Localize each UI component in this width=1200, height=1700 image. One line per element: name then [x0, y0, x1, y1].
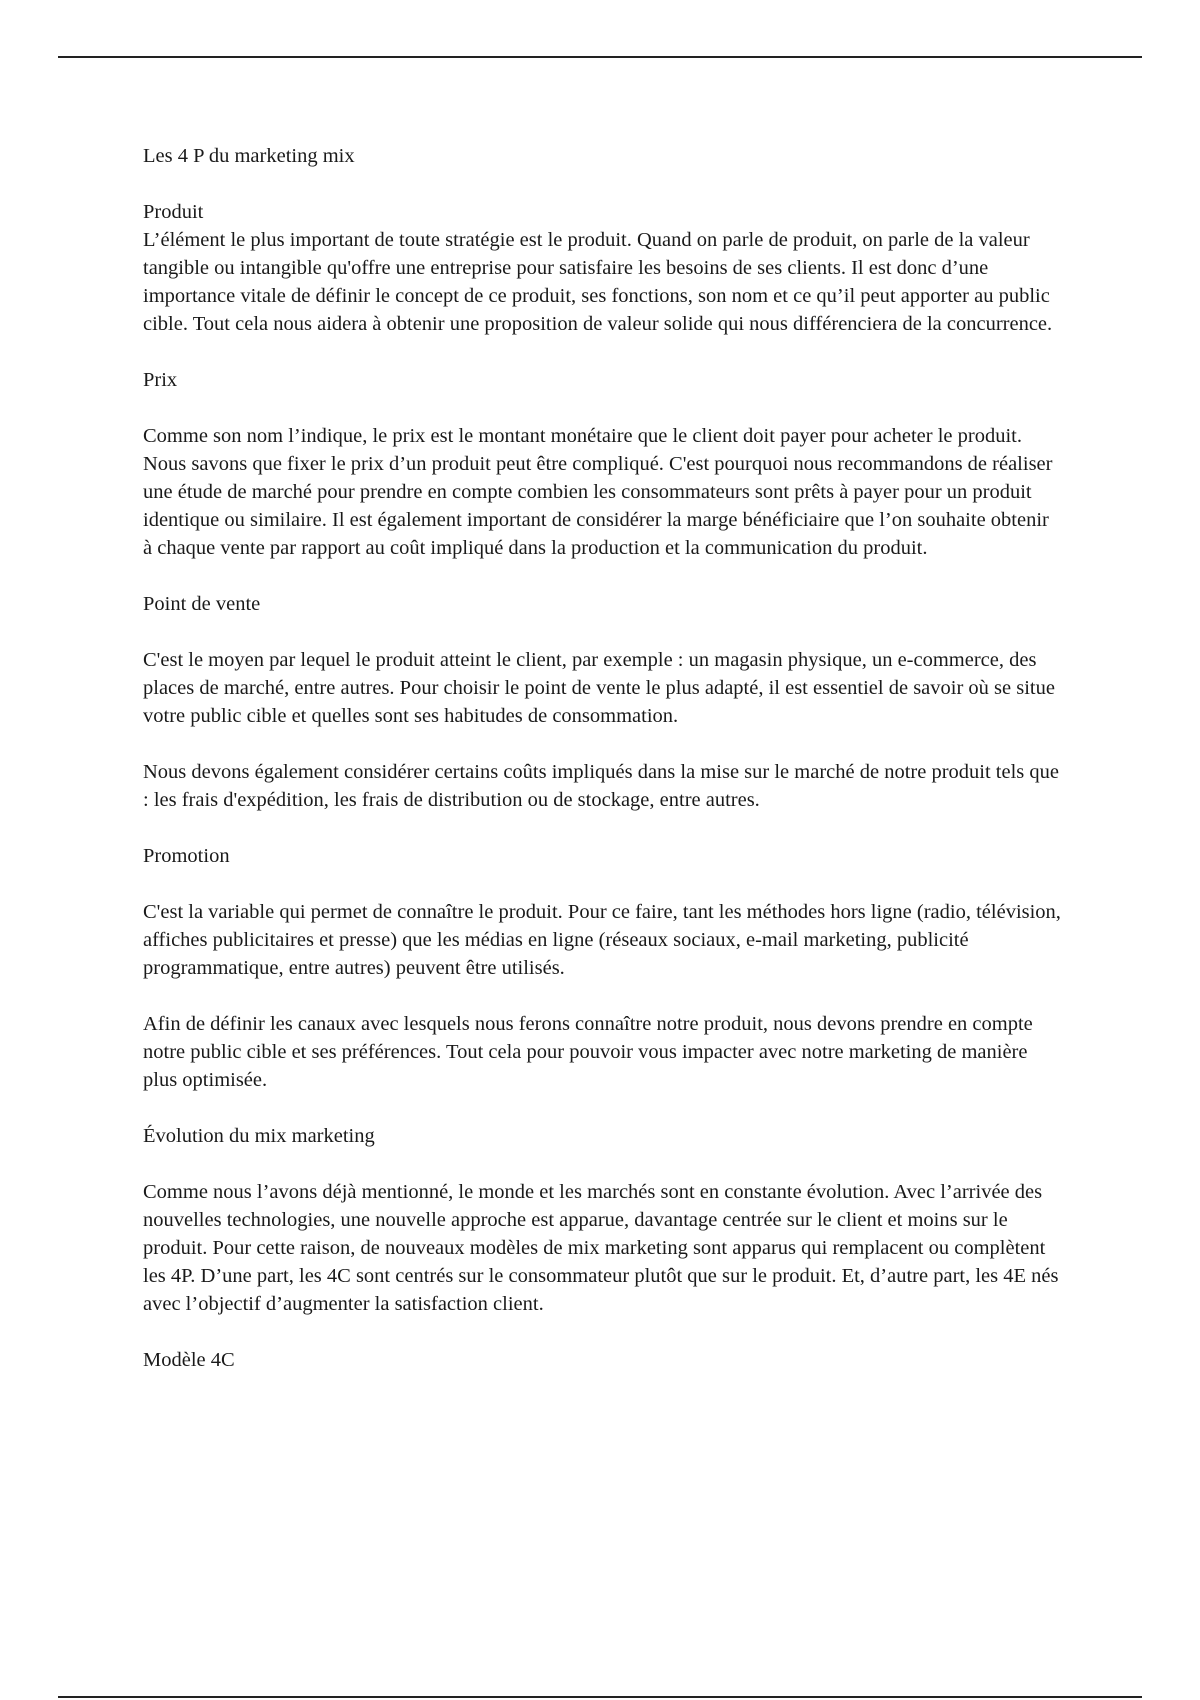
bottom-rule: [58, 1696, 1142, 1698]
section-paragraph: Afin de définir les canaux avec lesquels nous ferons connaître notre produit, nous devons prendre en compte notre public cible et ses préférences. Tout cela pour pouvoir vous impacter avec notre marketing de manière plus optimisée.: [143, 1013, 1033, 1091]
section-heading-modele-4c: Modèle 4C: [143, 1349, 235, 1371]
section-heading-evolution: Évolution du mix marketing: [143, 1125, 375, 1147]
section-heading-produit: Produit: [143, 201, 204, 223]
section-heading-promotion: Promotion: [143, 845, 230, 867]
section-heading-point-de-vente: Point de vente: [143, 593, 261, 615]
section-paragraph: Comme nous l’avons déjà mentionné, le monde et les marchés sont en constante évolution. Avec l’arrivée des nouvelles technologies, une nouvelle approche est apparue, davantage centrée sur le client et moins sur le produit. Pour cette raison, de nouveaux modèles de mix marketing sont apparus qui remplacent ou complètent les 4P. D’une part, les 4C sont centrés sur le consommateur plutôt que sur le produit. Et, d’autre part, les 4E nés avec l’objectif d’augmenter la satisfaction client.: [143, 1181, 1059, 1315]
section-heading-prix: Prix: [143, 369, 178, 391]
section-paragraph: Comme son nom l’indique, le prix est le montant monétaire que le client doit payer pour acheter le produit. Nous savons que fixer le prix d’un produit peut être compliqué. C'est pourquoi nous recommandons de réaliser une étude de marché pour prendre en compte combien les consommateurs sont prêts à payer pour un produit identique ou similaire. Il est également important de considérer la marge bénéficiaire que l’on souhaite obtenir à chaque vente par rapport au coût impliqué dans la production et la communication du produit.: [143, 425, 1053, 559]
document-body: [143, 142, 1063, 1402]
section-paragraph: Nous devons également considérer certains coûts impliqués dans la mise sur le marché de notre produit tels que : les frais d'expédition, les frais de distribution ou de stockage, entre autres.: [143, 761, 1059, 811]
section-paragraph: C'est la variable qui permet de connaître le produit. Pour ce faire, tant les méthodes hors ligne (radio, télévision, affiches publicitaires et presse) que les médias en ligne (réseaux sociaux, e-mail marketing, publicité programmatique, entre autres) peuvent être utilisés.: [143, 901, 1061, 979]
document-title: Les 4 P du marketing mix: [143, 145, 355, 167]
section-paragraph: C'est le moyen par lequel le produit atteint le client, par exemple : un magasin physique, un e-commerce, des places de marché, entre autres. Pour choisir le point de vente le plus adapté, il est essentiel de savoir où se situe votre public cible et quelles sont ses habitudes de consommation.: [143, 649, 1055, 727]
top-rule: [58, 56, 1142, 58]
section-paragraph: L’élément le plus important de toute stratégie est le produit. Quand on parle de produit, on parle de la valeur tangible ou intangible qu'offre une entreprise pour satisfaire les besoins de ses clients. Il est donc d’une importance vitale de définir le concept de ce produit, ses fonctions, son nom et ce qu’il peut apporter au public cible. Tout cela nous aidera à obtenir une proposition de valeur solide qui nous différenciera de la concurrence.: [143, 229, 1053, 335]
